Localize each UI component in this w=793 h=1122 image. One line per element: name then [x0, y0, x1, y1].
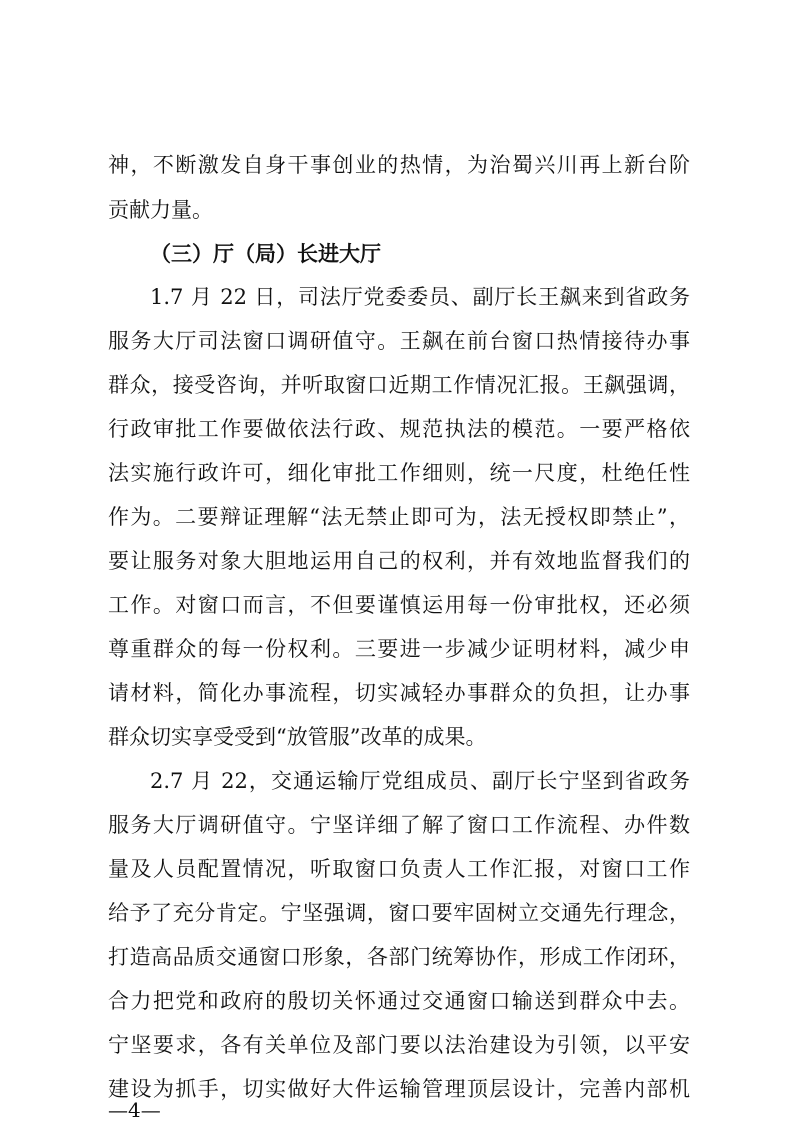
text-line: 合力把党和政府的殷切关怀通过交通窗口输送到群众中去。 [108, 989, 690, 1013]
text-line: 打造高品质交通窗口形象，各部门统筹协作，形成工作闭环， [108, 945, 690, 969]
text-line: 服务大厅调研值守。宁坚详细了解了窗口工作流程、办件数 [108, 813, 690, 837]
text-line: 建设为抓手，切实做好大件运输管理顶层设计，完善内部机 [108, 1077, 690, 1101]
text-line: 行政审批工作要做依法行政、规范执法的模范。一要严格依 [108, 417, 690, 441]
text-line: 给予了充分肯定。宁坚强调，窗口要牢固树立交通先行理念， [108, 901, 690, 925]
text-line: 神，不断激发自身干事创业的热情，为治蜀兴川再上新台阶 [108, 153, 690, 177]
page-number: —4— [108, 1098, 161, 1122]
text-line: 贡献力量。 [108, 198, 213, 222]
text-line: 服务大厅司法窗口调研值守。王飙在前台窗口热情接待办事 [108, 329, 690, 353]
text-line: 1.7 月 22 日，司法厅党委委员、副厅长王飙来到省政务 [150, 285, 690, 309]
text-line: 法实施行政许可，细化审批工作细则，统一尺度，杜绝任性 [108, 461, 690, 485]
text-line: 量及人员配置情况，听取窗口负责人工作汇报，对窗口工作 [108, 857, 690, 881]
text-line: 群众，接受咨询，并听取窗口近期工作情况汇报。王飙强调， [108, 373, 690, 397]
text-line: 请材料，简化办事流程，切实减轻办事群众的负担，让办事 [108, 681, 690, 705]
text-line: 2.7 月 22，交通运输厅党组成员、副厅长宁坚到省政务 [150, 769, 690, 793]
text-line: 工作。对窗口而言，不但要谨慎运用每一份审批权，还必须 [108, 593, 690, 617]
text-line: 群众切实享受受到“放管服”改革的成果。 [108, 725, 487, 749]
text-line: 要让服务对象大胆地运用自己的权利，并有效地监督我们的 [108, 549, 690, 573]
text-line: 宁坚要求，各有关单位及部门要以法治建设为引领，以平安 [108, 1033, 690, 1057]
text-line: 尊重群众的每一份权利。三要进一步减少证明材料，减少申 [108, 637, 690, 661]
text-line: 作为。二要辩证理解“法无禁止即可为，法无授权即禁止”， [108, 505, 690, 529]
section-heading: （三）厅（局）长进大厅 [150, 242, 381, 266]
